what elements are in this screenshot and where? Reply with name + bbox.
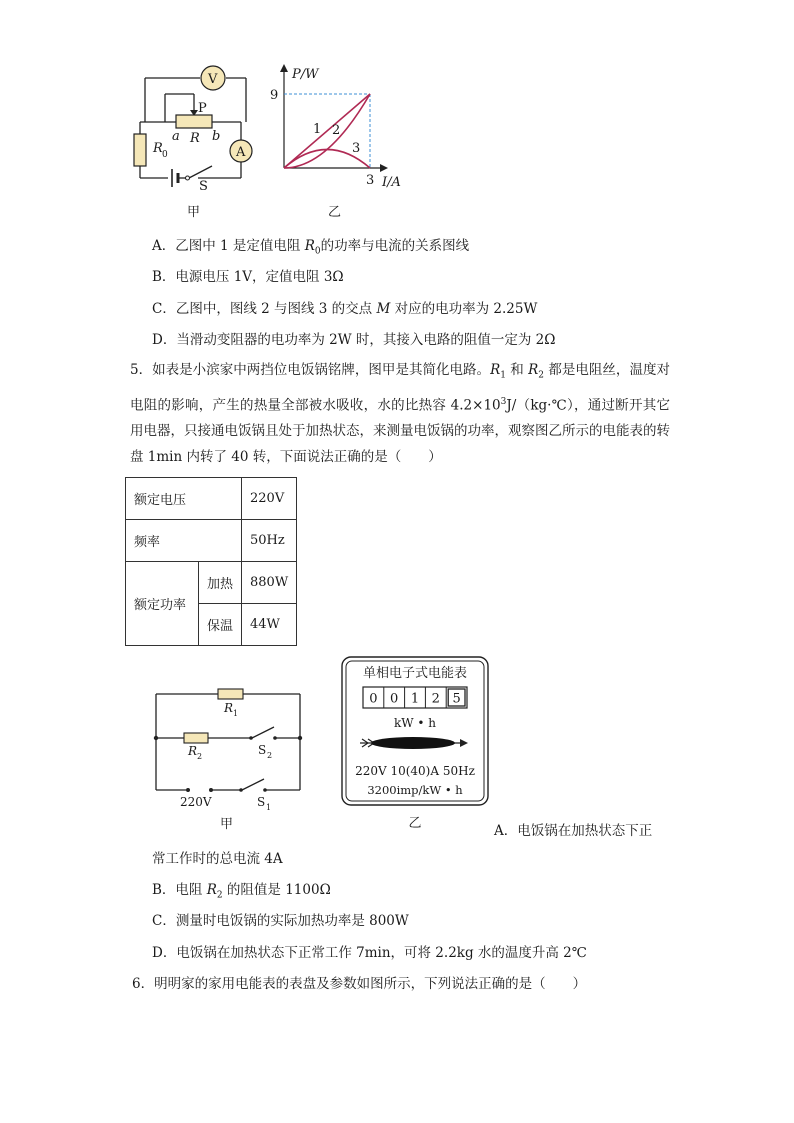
rheostat-R <box>176 115 212 128</box>
table-row <box>126 478 297 520</box>
label-a: a <box>172 129 180 144</box>
figure1-circuit <box>120 58 270 228</box>
q4-option-c-post: 对应的电功率为 2.25W <box>390 301 538 317</box>
y-tick-9: 9 <box>270 88 279 103</box>
switch-label: S <box>199 179 208 194</box>
q4-option-a-var: R <box>304 238 315 254</box>
label-R0: R <box>153 141 163 156</box>
slider-label: P <box>198 101 207 116</box>
q5-option-b-var: R <box>206 882 217 898</box>
y-axis-arrow-icon <box>280 64 288 72</box>
q5-option-b-pre: B．电阻 <box>152 882 207 898</box>
x-axis-label: I/A <box>382 175 401 190</box>
figure1-graph <box>260 58 420 228</box>
voltmeter-label: V <box>208 72 218 87</box>
s1-label: S <box>257 795 266 809</box>
energy-meter-caption: 乙 <box>408 816 422 830</box>
figure2-circuit-caption: 甲 <box>220 817 234 832</box>
q5-option-b <box>152 878 331 901</box>
label-b: b <box>212 129 221 144</box>
ammeter-label: A <box>236 145 246 160</box>
r2-sub: 2 <box>197 752 203 761</box>
q5-r1-sub: 1 <box>500 370 506 381</box>
label-R0-sub: 0 <box>162 150 168 160</box>
s2-label: S <box>258 743 267 757</box>
q5-stem-mid: 和 <box>505 362 529 378</box>
r2-label: R <box>188 744 198 758</box>
q5-stem-p2: 都是电阻丝，温度对电阻的影响，产生的热量全部被水吸收，水的比热容 4.2×10 <box>130 362 670 414</box>
meter-disc <box>371 737 455 749</box>
q5-option-d: D．电饭锅在加热状态下正常工作 7min，可将 2.2kg 水的温度升高 2℃ <box>152 945 587 961</box>
q5-option-c: C．测量时电饭锅的实际加热功率是 800W <box>152 913 409 929</box>
y-axis-label: P/W <box>292 67 319 82</box>
meter-digit: 0 <box>390 691 399 707</box>
rated-voltage-label: 额定电压 <box>126 478 242 520</box>
frequency-label: 频率 <box>126 520 242 562</box>
q4-option-a-sub: 0 <box>314 246 321 257</box>
supply-label: 220V <box>180 795 212 809</box>
curve-label-1: 1 <box>313 122 322 137</box>
x-axis-arrow-icon <box>380 164 388 172</box>
q5-option-a-part2: 常工作时的总电流 4A <box>152 851 283 867</box>
r1-label: R <box>224 701 234 715</box>
q5-r1: R <box>490 362 501 378</box>
table-row <box>126 562 297 604</box>
s1-sub: 1 <box>266 803 272 812</box>
meter-digit: 5 <box>452 691 461 707</box>
q4-option-c <box>152 297 537 317</box>
heating-value: 880W <box>242 562 297 604</box>
keep-warm-value: 44W <box>242 604 297 646</box>
q5-stem-p1: 5．如表是小滨家中两挡位电饭锅铭牌，图甲是其简化电路。 <box>130 362 491 378</box>
curve-1 <box>284 94 370 168</box>
meter-unit: kW • h <box>393 716 437 730</box>
figure2-circuit <box>148 680 313 835</box>
resistor-R1 <box>218 689 243 699</box>
meter-digit: 0 <box>369 691 378 707</box>
q5-r2: R <box>528 362 539 378</box>
x-tick-3: 3 <box>366 173 375 188</box>
q5-exp: 3 <box>500 396 507 407</box>
meter-title: 单相电子式电能表 <box>362 666 468 681</box>
q4-option-c-pre: C．乙图中，图线 2 与图线 3 的交点 <box>152 301 377 317</box>
q4-option-a-post: 的功率与电流的关系图线 <box>320 238 470 254</box>
s2-sub: 2 <box>267 751 273 760</box>
q5-stem <box>130 357 670 470</box>
figure1-graph-caption: 乙 <box>328 205 342 220</box>
energy-meter <box>340 655 490 830</box>
q4-option-c-var: M <box>376 301 391 317</box>
meter-imp: 3200imp/kW • h <box>367 783 463 797</box>
q4-option-a <box>152 234 469 257</box>
label-R: R <box>190 131 200 146</box>
meter-specs: 220V 10(40)A 50Hz <box>355 764 475 778</box>
q5-option-b-post: 的阻值是 1100Ω <box>222 882 331 898</box>
rated-voltage-value: 220V <box>242 478 297 520</box>
q5-option-a-part1: A．电饭锅在加热状态下正 <box>494 823 653 839</box>
q5-stem-p3: J/（kg·℃），通过断开其它用电器，只接通电饭锅且处于加热状态，来测量电饭锅的功率，观察图乙所示的电能表的转盘 1min 内转了 40 转，下面说法正确的是（ ） <box>130 397 670 466</box>
q6-stem: 6．明明家的家用电能表的表盘及参数如图所示，下列说法正确的是（ ） <box>132 976 587 992</box>
curve-label-3: 3 <box>352 141 361 156</box>
spec-table <box>125 477 297 646</box>
table-row <box>126 520 297 562</box>
curve-label-2: 2 <box>332 123 341 138</box>
resistor-R0 <box>134 134 146 166</box>
resistor-R2 <box>184 733 208 743</box>
q4-option-b: B．电源电压 1V，定值电阻 3Ω <box>152 269 344 285</box>
q4-option-a-pre: A．乙图中 1 是定值电阻 <box>152 238 305 254</box>
meter-digit: 1 <box>410 691 420 707</box>
figure1-circuit-caption: 甲 <box>187 205 201 220</box>
frequency-value: 50Hz <box>242 520 297 562</box>
q5-option-b-sub: 2 <box>216 890 223 901</box>
heating-label: 加热 <box>199 562 242 604</box>
q5-r2-sub: 2 <box>538 370 545 381</box>
r1-sub: 1 <box>233 709 239 718</box>
keep-warm-label: 保温 <box>199 604 242 646</box>
q4-option-d: D．当滑动变阻器的电功率为 2W 时，其接入电路的阻值一定为 2Ω <box>152 332 556 348</box>
rated-power-label: 额定功率 <box>126 562 199 646</box>
meter-digit: 2 <box>431 691 440 707</box>
